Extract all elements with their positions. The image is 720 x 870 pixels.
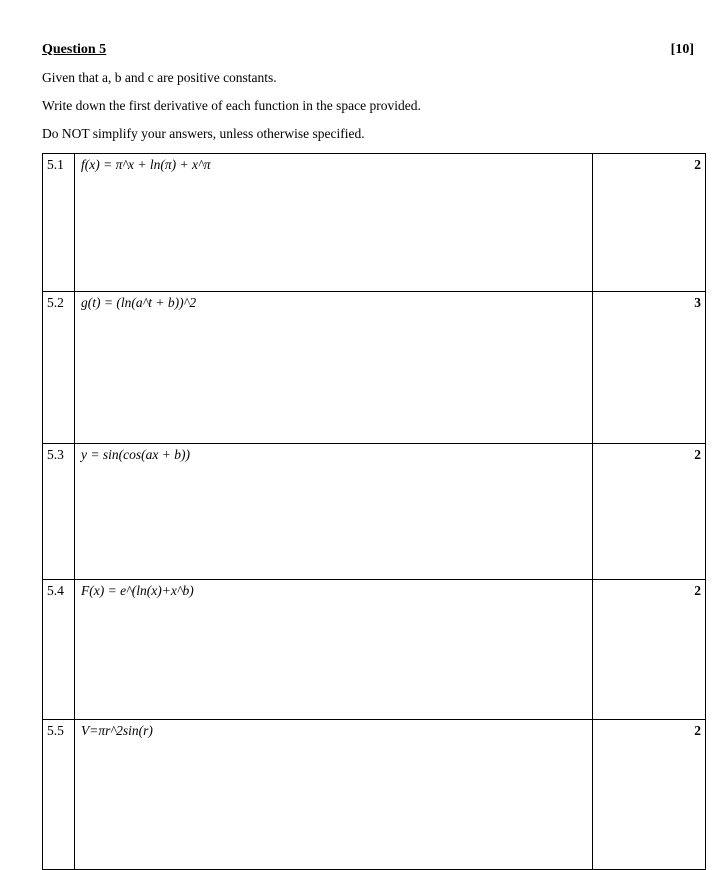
answer-table <box>42 153 706 870</box>
question-row <box>43 154 706 292</box>
question-marks: 2 <box>593 444 706 580</box>
question-number: 5.3 <box>43 444 75 580</box>
instruction-constants: Given that a, b and c are positive constants. <box>42 70 277 85</box>
answer-space[interactable] <box>75 580 593 720</box>
question-number: 5.1 <box>43 154 75 292</box>
answer-space[interactable] <box>75 292 593 444</box>
instruction-simplify: Do NOT simplify your answers, unless otherwise specified. <box>42 126 365 141</box>
question-number: 5.4 <box>43 580 75 720</box>
function-expression: F(x) = e^(ln(x)+x^b) <box>81 583 194 598</box>
total-marks: [10] <box>670 42 694 57</box>
answer-space[interactable] <box>75 154 593 292</box>
instruction-derivative: Write down the first derivative of each function in the space provided. <box>42 98 421 113</box>
function-expression: f(x) = π^x + ln(π) + x^π <box>81 157 211 172</box>
question-marks: 2 <box>593 580 706 720</box>
question-title: Question 5 <box>42 42 107 57</box>
question-row <box>43 444 706 580</box>
question-row <box>43 720 706 870</box>
question-marks: 2 <box>593 720 706 870</box>
answer-space[interactable] <box>75 720 593 870</box>
question-marks: 3 <box>593 292 706 444</box>
function-expression: V=πr^2sin(r) <box>81 723 153 738</box>
function-expression: g(t) = (ln(a^t + b))^2 <box>81 295 197 310</box>
function-expression: y = sin(cos(ax + b)) <box>81 447 190 462</box>
question-row <box>43 292 706 444</box>
question-marks: 2 <box>593 154 706 292</box>
question-number: 5.2 <box>43 292 75 444</box>
question-number: 5.5 <box>43 720 75 870</box>
answer-space[interactable] <box>75 444 593 580</box>
question-row <box>43 580 706 720</box>
